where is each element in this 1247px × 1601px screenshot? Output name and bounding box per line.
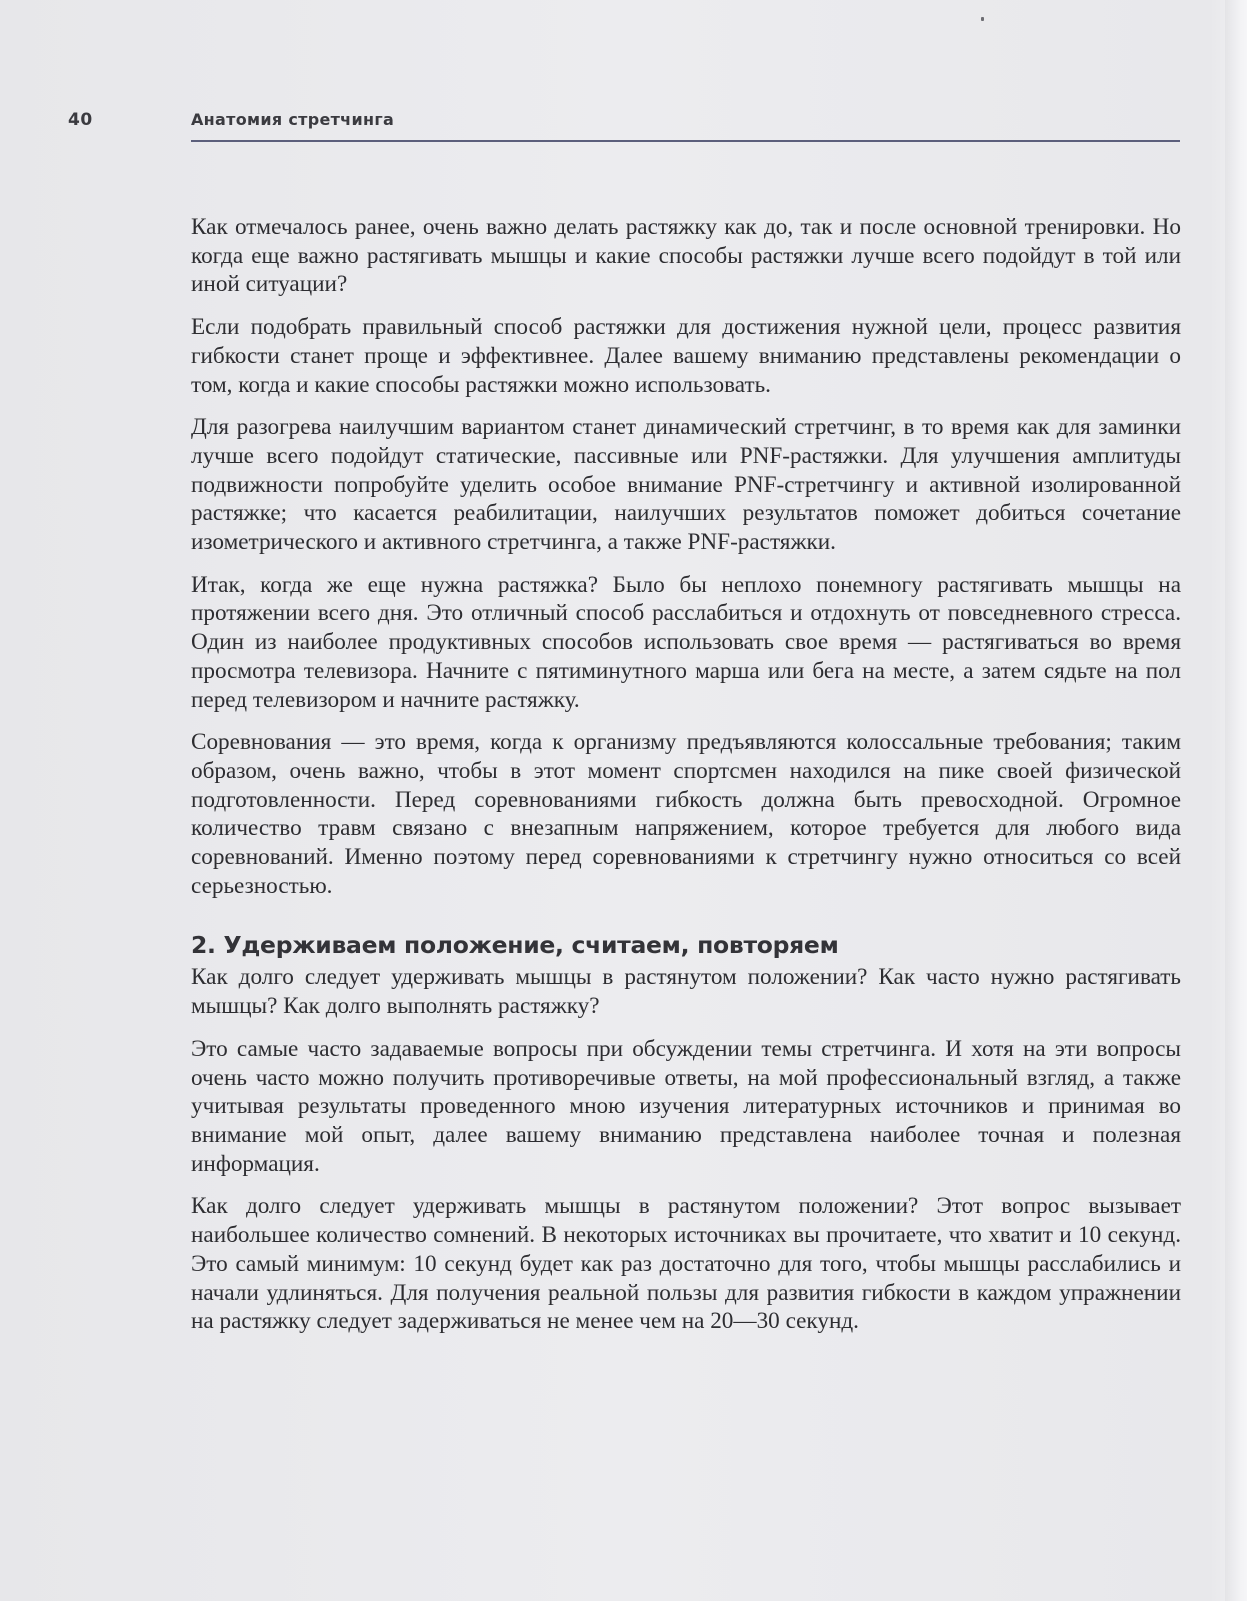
page-number: 40 — [68, 110, 93, 130]
section-heading: 2. Удерживаем положение, считаем, повторяем — [191, 931, 839, 960]
paragraph: Как долго следует удерживать мышцы в растянутом положении? Этот вопрос вызывает наибольшее количество сомнений. В некоторых источниках вы прочитаете, что хватит и 10 секунд. Это самый минимум: 10 секунд будет как раз достаточно для того, чтобы мышцы расслабились и начали удлиняться. Для получения реальной пользы для развития гибкости в каждом упражнении на растяжку следует задерживаться не менее чем на 20—30 секунд. — [191, 1193, 1181, 1335]
print-speck — [981, 17, 984, 21]
paragraph: Как долго следует удерживать мышцы в растянутом положении? Как часто нужно растягивать мышцы? Как долго выполнять растяжку? — [191, 964, 1181, 1020]
paragraph: Если подобрать правильный способ растяжки для достижения нужной цели, процесс развития гибкости станет проще и эффективнее. Далее вашему вниманию представлены рекомендации о том, когда и какие способы растяжки можно использовать. — [191, 314, 1181, 398]
page-content — [191, 213, 1181, 1350]
paragraph: Итак, когда же еще нужна растяжка? Было бы неплохо понемногу растягивать мышцы на протяжении всего дня. Это отличный способ расслабиться и отдохнуть от повседневного стресса. Один из наиболее продуктивных способов использовать свое время — растягиваться во время просмотра телевизора. Начните с пятиминутного марша или бега на месте, а затем сядьте на пол перед телевизором и начните растяжку. — [191, 571, 1181, 713]
paragraph: Как отмечалось ранее, очень важно делать растяжку как до, так и после основной тренировки. Но когда еще важно растягивать мышцы и какие способы растяжки лучше всего подойдут в той или иной ситуации? — [191, 214, 1181, 298]
paragraph: Это самые часто задаваемые вопросы при обсуждении темы стретчинга. И хотя на эти вопросы очень часто можно получить противоречивые ответы, на мой профессиональный взгляд, а также учитывая результаты проведенного мною изучения литературных источников и принимая во внимание мой опыт, далее вашему вниманию представлена наиболее точная и полезная информация. — [191, 1035, 1181, 1177]
running-title: Анатомия стретчинга — [191, 110, 395, 129]
paragraph: Соревнования — это время, когда к организму предъявляются колоссальные требования; таким образом, очень важно, чтобы в этот момент спортсмен находился на пике своей физической подготовленности. Перед соревнованиями гибкость должна быть превосходной. Огромное количество травм связано с внезапным напряжением, которое требуется для любого вида соревнований. Именно поэтому перед соревнованиями к стретчингу нужно относиться со всей серьезностью. — [191, 729, 1181, 899]
page-edge-shadow — [1225, 0, 1247, 1601]
header-rule — [191, 140, 1180, 142]
paragraph: Для разогрева наилучшим вариантом станет динамический стретчинг, в то время как для заминки лучше всего подойдут статические, пассивные или PNF-растяжки. Для улучшения амплитуды подвижности попробуйте уделить особое внимание PNF-стретчингу и активной изолированной растяжке; что касается реабилитации, наилучших результатов поможет добиться сочетание изометрического и активного стретчинга, а также PNF-растяжки. — [191, 414, 1181, 556]
